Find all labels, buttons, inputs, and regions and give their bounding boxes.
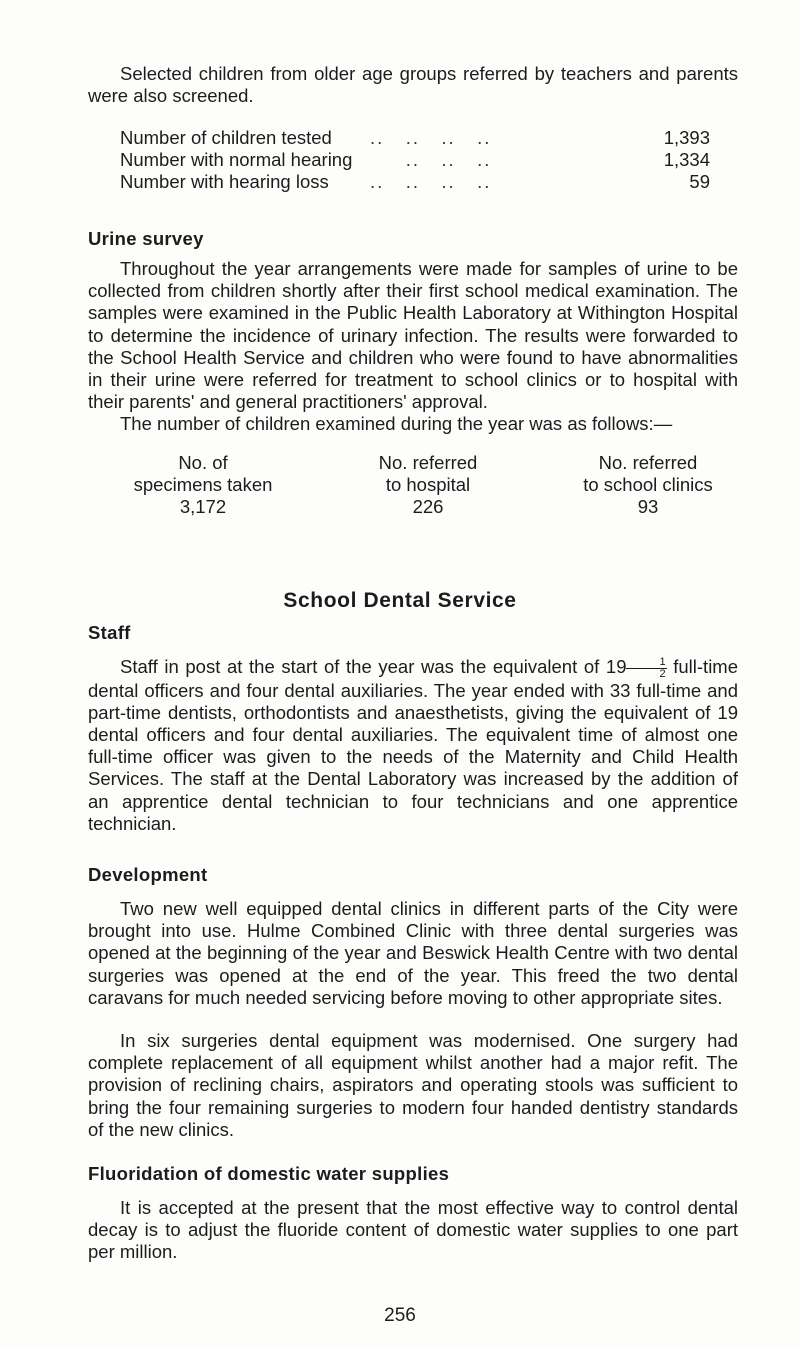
hearing-row xyxy=(120,127,710,149)
hospital-column xyxy=(328,452,528,519)
staff-paragraph xyxy=(88,656,738,835)
leader-dots: .. .. .. .. xyxy=(370,127,492,148)
leader-dots: .. .. .. xyxy=(370,149,492,171)
intro-paragraph: Selected children from older age groups referred by teachers and parents were also screened. xyxy=(88,63,738,107)
column-header-line: specimens taken xyxy=(133,474,273,496)
column-value: 226 xyxy=(412,496,444,518)
hearing-statistics xyxy=(120,127,710,194)
specimens-column xyxy=(88,452,318,519)
half-fraction xyxy=(626,657,666,680)
fluoridation-paragraph: It is accepted at the present that the most effective way to control dental decay is to adjust the fluoride content of domestic water supplies to one part per million. xyxy=(88,1197,738,1263)
hearing-row-value: 1,393 xyxy=(663,127,710,148)
column-header-line: No. referred xyxy=(378,452,478,473)
development-heading: Development xyxy=(88,864,208,885)
column-value: 3,172 xyxy=(179,496,227,518)
urine-paragraph: Throughout the year arrangements were made for samples of urine to be collected from children shortly after their first school medical examination. The samples were examined in the Public Health Laboratory at Withington Hospital to determine the incidence of urinary infection. The results were forwarded to the School Health Service and children who were found to have abnormalities in their urine were referred for treatment to school clinics or to hospital with their parents' and general practitioners' approval. xyxy=(88,258,738,413)
urine-survey-heading: Urine survey xyxy=(88,228,204,249)
dental-service-title: School Dental Service xyxy=(283,589,517,612)
hearing-row-label: Number with normal hearing xyxy=(120,149,353,171)
column-header-line: No. of xyxy=(178,452,228,473)
staff-heading: Staff xyxy=(88,622,131,643)
urine-followup-paragraph: The number of children examined during the year was as follows:— xyxy=(120,413,673,434)
hearing-row-value: 1,334 xyxy=(663,149,710,171)
fraction-denominator: 2 xyxy=(659,667,666,680)
hearing-row xyxy=(120,149,710,171)
hearing-row-label: Number with hearing loss xyxy=(120,171,329,193)
staff-text-rest: full-time dental officers and four dental auxiliaries. The year ended with 33 full-time and part-time dentists, orthodontists and anaesthetists, giving the equivalent of 19 dental officers and four dental auxiliaries. The equivalent time of almost one full-time officer was given to the needs of the Maternity and Child Health Services. The staff at the Dental Laboratory was increased by the addition of an apprentice dental technician to four technicians and one apprentice technician. xyxy=(88,656,738,834)
development-paragraph-2: In six surgeries dental equipment was modernised. One surgery had complete replacement of all equipment whilst another had a major refit. The provision of reclining chairs, aspirators and operating stools was sufficient to bring the four remaining surgeries to modern four handed dentistry standards of the new clinics. xyxy=(88,1030,738,1140)
staff-text-start: Staff in post at the start of the year was the equivalent of 19 xyxy=(120,656,627,677)
column-header-line: to school clinics xyxy=(583,474,713,496)
hearing-row-value: 59 xyxy=(689,171,710,193)
column-header-line: to hospital xyxy=(385,474,471,496)
fluoridation-heading: Fluoridation of domestic water supplies xyxy=(88,1163,450,1184)
page-number: 256 xyxy=(384,1305,416,1326)
hearing-row xyxy=(120,171,710,193)
school-clinics-column xyxy=(548,452,748,519)
fraction-numerator: 1 xyxy=(626,657,666,669)
development-paragraph-1: Two new well equipped dental clinics in different parts of the City were brought into use. Hulme Combined Clinic with three dental surgeries was opened at the beginning of the year and Beswick Health Centre with two dental surgeries was opened at the end of the year. This freed the two dental caravans for much needed servicing before moving to other appropriate sites. xyxy=(88,898,738,1008)
column-value: 93 xyxy=(637,496,659,518)
hearing-row-label: Number of children tested xyxy=(120,127,332,148)
column-header-line: No. referred xyxy=(598,452,698,473)
leader-dots: .. .. .. .. xyxy=(370,171,492,193)
